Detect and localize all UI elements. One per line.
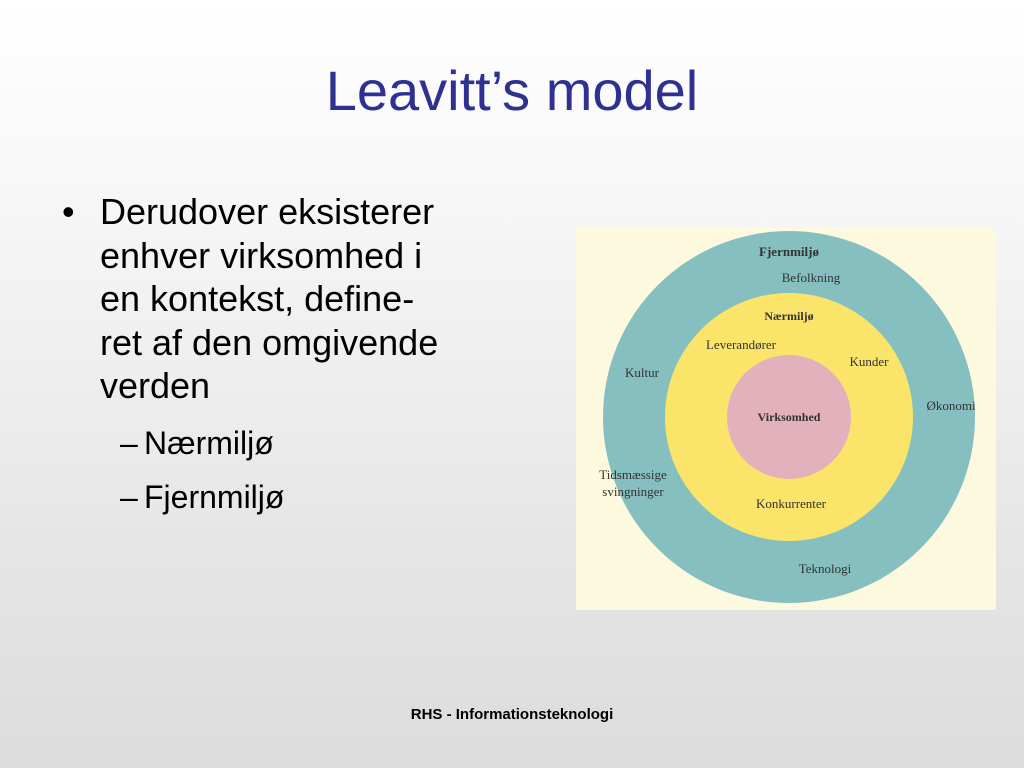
bullet-line-3: en kontekst, define- xyxy=(100,278,415,319)
sub-item-fjernmiljo xyxy=(58,478,558,516)
outer-item-svingninger: svingninger xyxy=(602,484,664,499)
slide-content xyxy=(58,190,558,516)
sub-item-label: Fjernmiljø xyxy=(144,478,285,515)
sub-item-label: Nærmiljø xyxy=(144,424,274,461)
bullet-line-5: verden xyxy=(100,365,211,406)
bullet-item xyxy=(58,190,558,408)
bullet-line-4: ret af den omgivende xyxy=(100,321,439,363)
outer-item-kultur: Kultur xyxy=(625,365,659,380)
outer-item-befolkning: Befolkning xyxy=(781,270,841,285)
middle-item-konkurrenter: Konkurrenter xyxy=(755,496,827,511)
middle-item-kunder: Kunder xyxy=(849,354,889,369)
dash-marker: – xyxy=(120,478,138,515)
slide-title: Leavitt’s model xyxy=(325,59,699,122)
outer-item-tidsmaessige: Tidsmæssige xyxy=(599,467,667,482)
bullet-line-1: Derudover eksisterer xyxy=(100,191,435,232)
middle-ring-label: Nærmiljø xyxy=(764,309,814,323)
bullet-line-2: enhver virksomhed i xyxy=(100,234,423,276)
outer-item-teknologi: Teknologi xyxy=(798,561,852,576)
outer-item-okonomi: Økonomi xyxy=(926,398,976,413)
bullet-marker: • xyxy=(62,191,75,232)
middle-item-leverandorer: Leverandører xyxy=(705,337,777,352)
leavitt-diagram xyxy=(576,228,996,610)
slide-footer: RHS - Informationsteknologi xyxy=(410,706,614,723)
outer-ring-label: Fjernmiljø xyxy=(759,244,819,259)
sub-item-naermiljo xyxy=(58,424,558,462)
dash-marker: – xyxy=(120,424,138,461)
inner-circle-label: Virksomhed xyxy=(757,410,821,424)
diagram-svg xyxy=(576,228,996,610)
